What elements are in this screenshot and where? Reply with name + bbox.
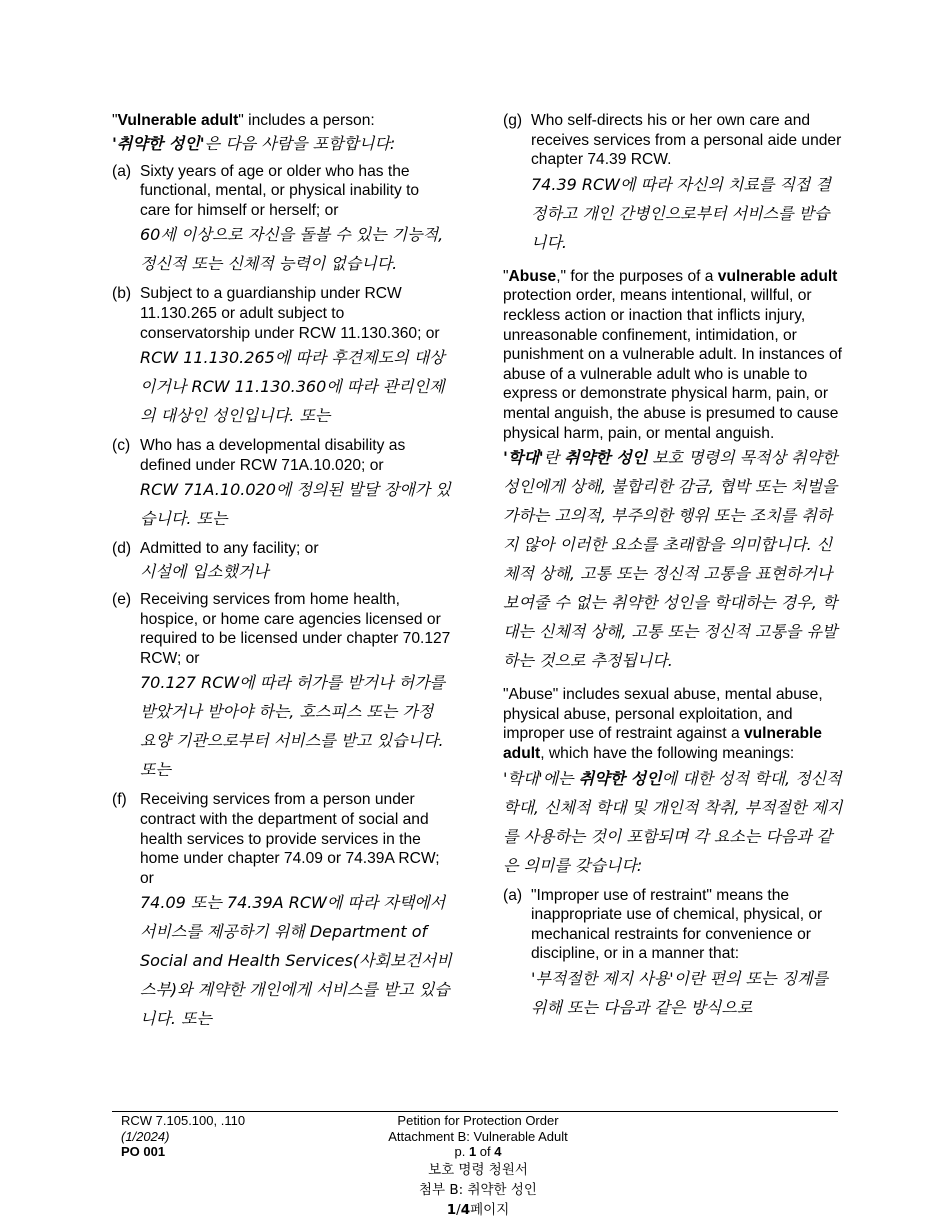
footer-title-ko: 보호 명령 청원서 xyxy=(428,1161,528,1178)
footer-page-number-ko: 1/4페이지 xyxy=(446,1201,510,1218)
list-item-e: (e) Receiving services from home health, hospice, or home care agencies licensed or required to be licensed under chapter 70.127 RCW; or 70.127 RCW에 따라 허가를 받거나 허가를 받았거나 받아야 하는, 호스피스 또는 가정 요양 기관으로부터 서비스를 받고 있습니다. 또는 xyxy=(112,590,451,780)
footer-page-number: p. 1 of 4 xyxy=(454,1144,502,1159)
abuse-definition-ko: '학대'란 취약한 성인 보호 명령의 목적상 취약한 성인에게 상해, 불합리한 감금, 협박 또는 처벌을 가하는 고의적, 부주의한 행위 또는 조치를 취하지 않아 이러한 요소를 초래함을 의미합니다. 신체적 상해, 고통 또는 정신적 고통을 표현하거나 보여줄 수 없는 취약한 성인을 학대하는 경우, 학대는 신체적 상해, 고통 또는 정신적 고통을 유발하는 것으로 추정됩니다. xyxy=(503,448,838,671)
footer-divider xyxy=(112,1111,838,1112)
vulnerable-adult-intro: "Vulnerable adult" includes a person: xyxy=(112,112,375,129)
list-item-a: (a) Sixty years of age or older who has the functional, mental, or physical inability to care for himself or herself; or 60세 이상으로 자신을 돌볼 수 있는 기능적, 정신적 또는 신체적 능력이 없습니다. xyxy=(112,162,444,274)
footer-title-block xyxy=(328,1113,628,1220)
abuse-definition: "Abuse," for the purposes of a vulnerable adult protection order, means intentional, willful, or reckless action or inaction that inflicts injury, unreasonable confinement, intimidation, or punishment on a vulnerable adult. In instances of abuse of a vulnerable adult who is unable to express or demonstrate physical harm, pain, or mental anguish, the abuse is presumed to cause physical harm, pain, or mental anguish. xyxy=(503,267,842,442)
abuse-includes-ko: '학대'에는 취약한 성인에 대한 성적 학대, 정신적 학대, 신체적 학대 및 개인적 착취, 부적절한 제지를 사용하는 것이 포함되며 각 요소는 다음과 같은 의미를 갖습니다: xyxy=(503,768,843,875)
right-column xyxy=(503,111,843,1022)
list-item-restraint: (a) "Improper use of restraint" means the inappropriate use of chemical, physical, or mechanical restraints for convenience or discipline, or in a manner that: '부적절한 제지 사용'이란 편의 또는 징계를 위해 또는 다음과 같은 방식으로 xyxy=(503,886,828,1017)
footer-form-info xyxy=(121,1113,245,1160)
footer-subtitle: Attachment B: Vulnerable Adult xyxy=(388,1128,568,1144)
footer-title: Petition for Protection Order xyxy=(397,1113,559,1128)
list-item-g: (g) Who self-directs his or her own care and receives services from a personal aide under chapter 74.39 RCW. 74.39 RCW에 따라 자신의 치료를 직접 결정하고 개인 간병인으로부터 서비스를 받습니다. xyxy=(503,112,842,252)
abuse-includes: "Abuse" includes sexual abuse, mental abuse, physical abuse, personal exploitation, and improper use of restraint against a vulnerable adult, which have the following meanings: xyxy=(503,686,823,762)
vulnerable-adult-intro-ko: '취약한 성인'은 다음 사람을 포함합니다: xyxy=(112,133,396,153)
footer-form-number: PO 001 xyxy=(121,1144,166,1159)
footer-rcw: RCW 7.105.100, .110 xyxy=(121,1113,246,1128)
list-item-d: (d) Admitted to any facility; or 시설에 입소했거나 xyxy=(112,540,319,581)
list-item-f: (f) Receiving services from a person under contract with the department of social and health services to provide services in the home under chapter 74.09 or 74.39A RCW; or 74.09 또는 74.39A RCW에 따라 자택에서 서비스를 제공하기 위해 Department of Social and Health Services(사회보건서비스부)와 계약한 개인에게 서비스를 받고 있습니다. 또는 xyxy=(112,791,452,1029)
left-column xyxy=(112,111,452,1033)
footer-subtitle-ko: 첨부 B: 취약한 성인 xyxy=(419,1181,537,1198)
list-item-b: (b) Subject to a guardianship under RCW 11.130.265 or adult subject to conservatorship under RCW 11.130.360; or RCW 11.130.265에 따라 후견제도의 대상이거나 RCW 11.130.360에 따라 관리인제의 대상인 성인입니다. 또는 xyxy=(112,285,445,426)
footer-date: (1/2024) xyxy=(121,1128,170,1144)
list-item-c: (c) Who has a developmental disability as defined under RCW 71A.10.020; or RCW 71A.10.020에 정의된 발달 장애가 있습니다. 또는 xyxy=(112,437,451,529)
